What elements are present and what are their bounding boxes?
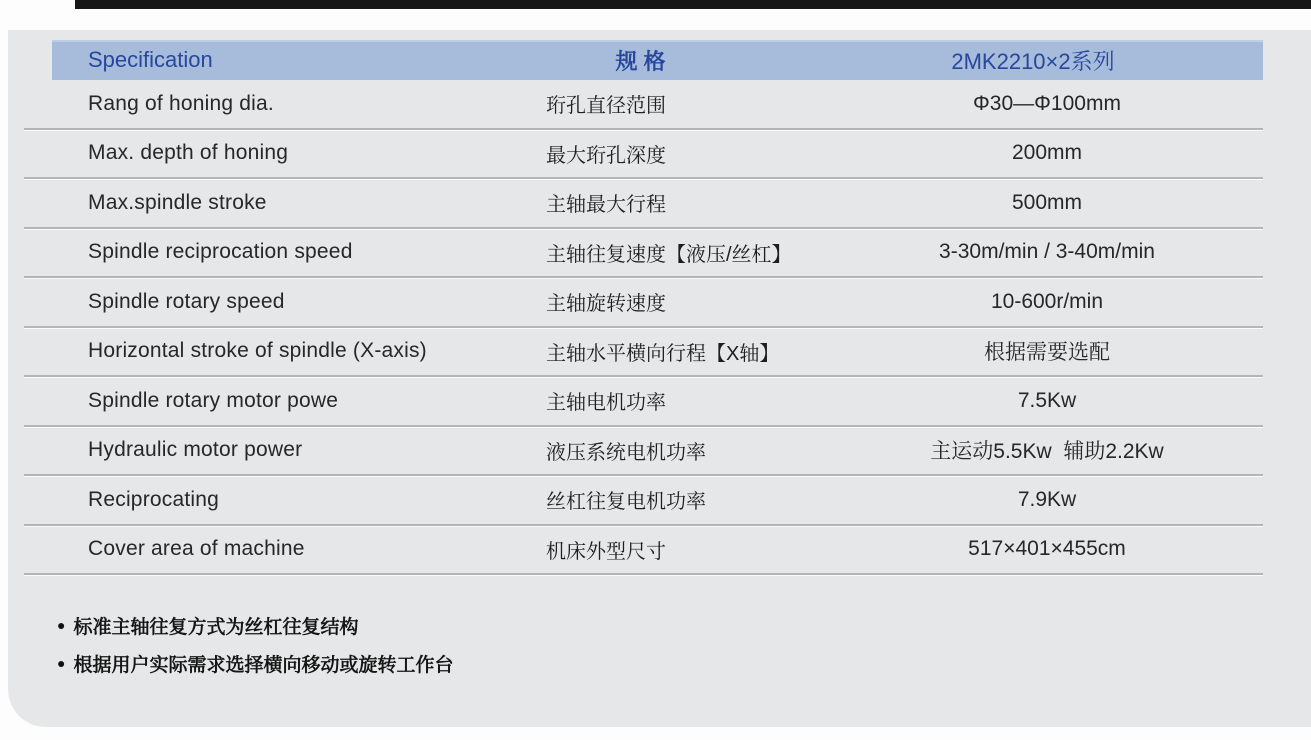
- footnote-line: [57, 649, 1311, 677]
- spec-value: 7.5Kw: [1017, 388, 1077, 412]
- spec-name-cn: 丝杠往复电机功率: [546, 491, 706, 514]
- spec-value: 7.9Kw: [1017, 487, 1077, 511]
- spec-name-en: Reciprocating: [88, 487, 219, 511]
- table-row: [24, 229, 1263, 279]
- spec-name-en: Max.spindle stroke: [88, 190, 267, 214]
- footnotes: [57, 611, 1311, 677]
- table-row: [24, 179, 1263, 229]
- spec-name-cn: 最大珩孔深度: [546, 144, 666, 167]
- spec-name-cn: 主轴旋转速度: [546, 293, 666, 316]
- spec-value: 517×401×455cm: [968, 537, 1126, 561]
- table-row: [24, 278, 1263, 328]
- footnote-line: [57, 611, 1311, 639]
- table-row: [24, 328, 1263, 378]
- spec-name-en: Horizontal stroke of spindle (X-axis): [88, 339, 427, 363]
- spec-name-en: Spindle rotary motor powe: [88, 388, 339, 412]
- spec-value: 3-30m/min / 3-40m/min: [939, 240, 1155, 264]
- spec-value: 500mm: [1011, 190, 1083, 214]
- spec-value: 根据需要选配: [984, 341, 1110, 365]
- page-top-black-bar: [75, 0, 1311, 9]
- spec-value: 主运动5.5Kw 辅助2.2Kw: [930, 440, 1164, 464]
- header-spec-cn: 规 格: [615, 48, 666, 74]
- table-row: [24, 80, 1263, 130]
- footnote-text: 根据用户实际需求选择横向移动或旋转工作台: [73, 654, 454, 676]
- table-row: [24, 427, 1263, 477]
- bullet-icon: ●: [57, 655, 66, 671]
- spec-name-cn: 主轴往复速度【液压/丝杠】: [546, 243, 792, 266]
- spec-value: 200mm: [1011, 141, 1083, 165]
- bullet-icon: ●: [57, 617, 66, 633]
- table-row: [24, 476, 1263, 526]
- spec-name-cn: 主轴水平横向行程【X轴】: [546, 342, 780, 365]
- spec-name-cn: 珩孔直径范围: [546, 95, 666, 118]
- spec-table-body: [8, 80, 1311, 575]
- table-row: [24, 377, 1263, 427]
- spec-name-en: Rang of honing dia.: [88, 91, 274, 115]
- spec-name-cn: 主轴电机功率: [546, 392, 666, 415]
- spec-name-cn: 液压系统电机功率: [546, 441, 706, 464]
- spec-name-en: Hydraulic motor power: [88, 438, 303, 462]
- header-specification: Specification: [88, 47, 213, 72]
- spec-value: Φ30—Φ100mm: [973, 91, 1121, 115]
- spec-name-en: Spindle reciprocation speed: [88, 240, 353, 264]
- spec-sheet-panel: [8, 30, 1311, 727]
- table-row: [24, 130, 1263, 180]
- spec-name-en: Max. depth of honing: [88, 141, 289, 165]
- header-model-series: 2MK2210×2系列: [951, 48, 1115, 74]
- spec-value: 10-600r/min: [990, 289, 1104, 313]
- spec-name-cn: 主轴最大行程: [546, 194, 666, 217]
- spec-name-en: Cover area of machine: [88, 537, 305, 561]
- footnote-text: 标准主轴往复方式为丝杠往复结构: [73, 616, 359, 638]
- spec-name-en: Spindle rotary speed: [88, 289, 285, 313]
- spec-name-cn: 机床外型尺寸: [546, 540, 666, 563]
- table-row: [24, 526, 1263, 576]
- table-header-row: [52, 40, 1263, 80]
